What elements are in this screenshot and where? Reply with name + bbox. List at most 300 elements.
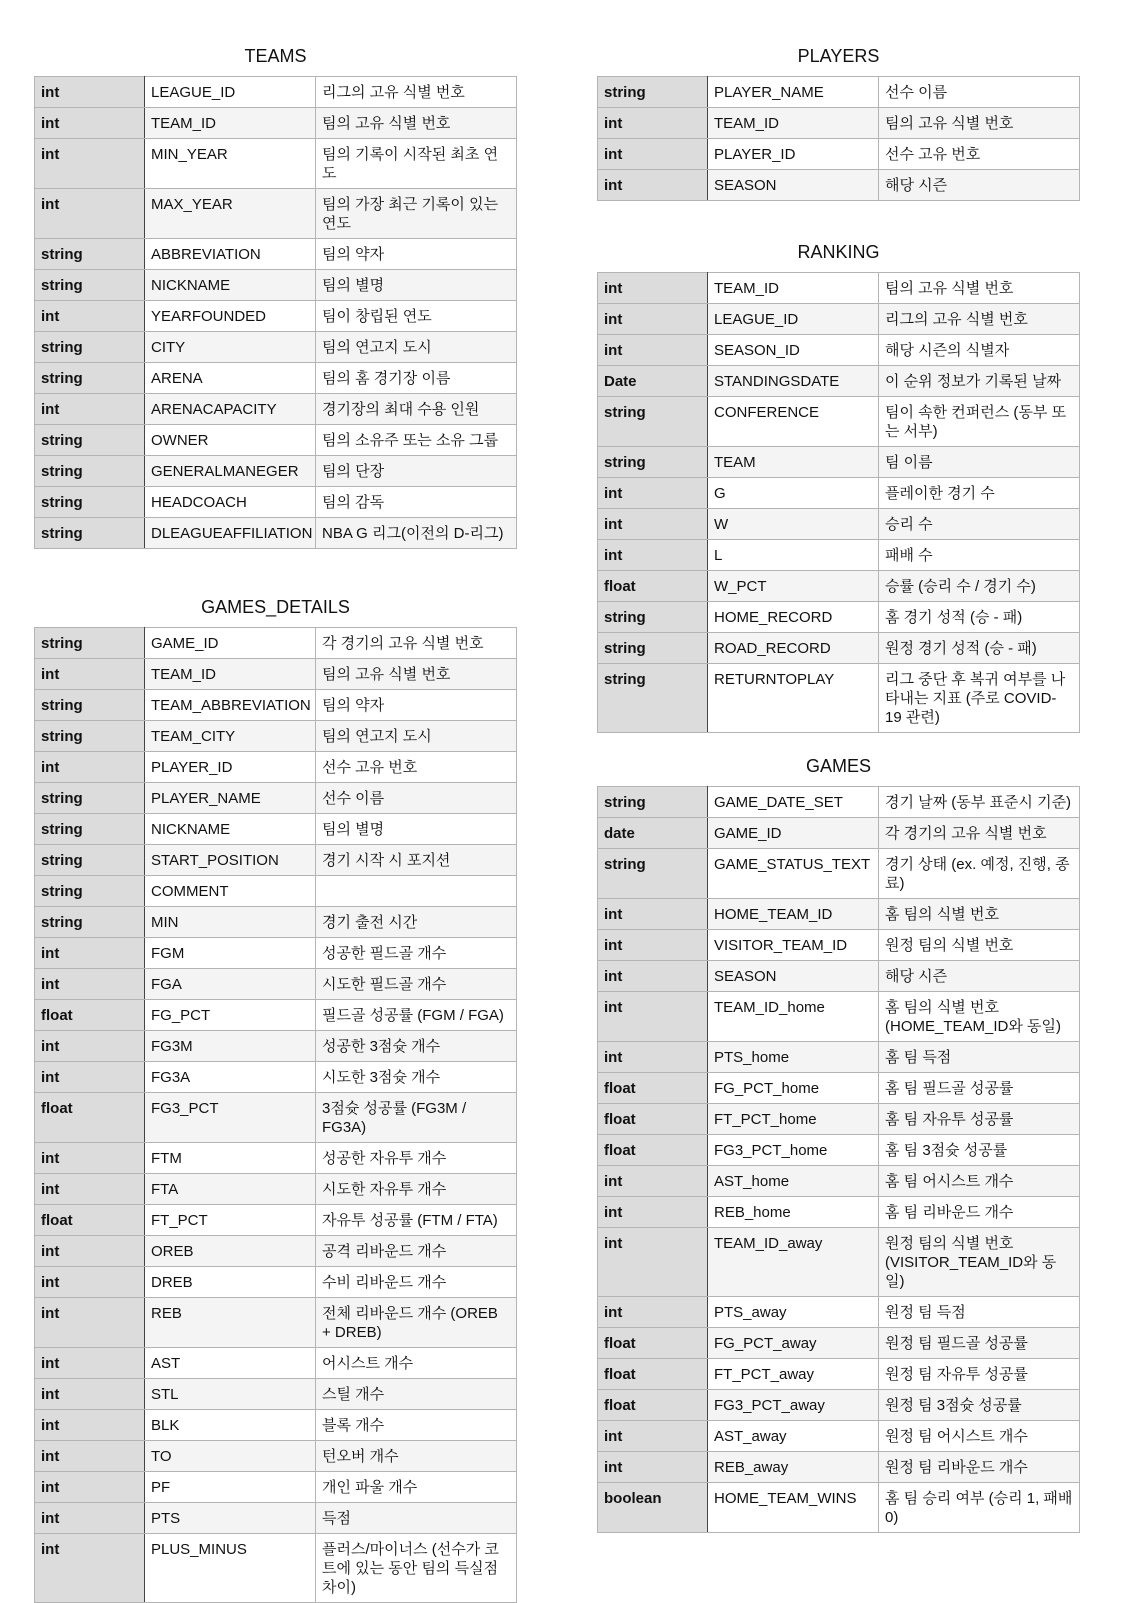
column-type: int: [598, 1452, 708, 1483]
column-type: float: [35, 1205, 145, 1236]
column-type: int: [598, 1421, 708, 1452]
column-type: string: [35, 425, 145, 456]
table-row: [35, 270, 517, 301]
table-row: [598, 478, 1080, 509]
column-type: int: [35, 394, 145, 425]
column-type: int: [35, 108, 145, 139]
column-name: START_POSITION: [145, 845, 316, 876]
column-description: 개인 파울 개수: [316, 1472, 517, 1503]
column-name: SEASON: [708, 961, 879, 992]
table-row: [598, 1166, 1080, 1197]
column-name: CONFERENCE: [708, 397, 879, 447]
table-row: [35, 518, 517, 549]
table-row: [35, 363, 517, 394]
table-row: [598, 366, 1080, 397]
column-name: OREB: [145, 1236, 316, 1267]
column-name: TEAM_ID: [145, 108, 316, 139]
column-name: TEAM_ID_away: [708, 1228, 879, 1297]
table-row: [35, 1472, 517, 1503]
table-row: [598, 108, 1080, 139]
column-type: int: [598, 930, 708, 961]
column-description: 홈 팀 어시스트 개수: [879, 1166, 1080, 1197]
column-name: FG3_PCT_away: [708, 1390, 879, 1421]
table-row: [598, 818, 1080, 849]
table-row: [598, 664, 1080, 733]
table-row: [598, 77, 1080, 108]
column-type: int: [598, 478, 708, 509]
table-row: [598, 397, 1080, 447]
column-name: FT_PCT: [145, 1205, 316, 1236]
table-row: [598, 992, 1080, 1042]
column-name: STL: [145, 1379, 316, 1410]
table-title: GAMES: [805, 756, 871, 776]
table-row: [35, 628, 517, 659]
players-schema: [597, 45, 1080, 201]
column-name: SEASON_ID: [708, 335, 879, 366]
column-description: 팀의 홈 경기장 이름: [316, 363, 517, 394]
table-row: [598, 849, 1080, 899]
column-description: 성공한 3점슛 개수: [316, 1031, 517, 1062]
column-name: DREB: [145, 1267, 316, 1298]
column-description: 경기 날짜 (동부 표준시 기준): [879, 787, 1080, 818]
table-row: [35, 1062, 517, 1093]
table-row: [35, 487, 517, 518]
column-name: FG_PCT: [145, 1000, 316, 1031]
column-description: 경기장의 최대 수용 인원: [316, 394, 517, 425]
column-type: int: [35, 1143, 145, 1174]
column-description: 팀의 별명: [316, 270, 517, 301]
column-type: boolean: [598, 1483, 708, 1533]
column-type: int: [35, 969, 145, 1000]
column-type: int: [35, 1062, 145, 1093]
column-name: TEAM_ID: [145, 659, 316, 690]
column-name: PLUS_MINUS: [145, 1534, 316, 1603]
column-name: HOME_TEAM_ID: [708, 899, 879, 930]
column-description: 시도한 필드골 개수: [316, 969, 517, 1000]
table-row: [35, 1143, 517, 1174]
column-description: 팀의 연고지 도시: [316, 721, 517, 752]
table-row: [598, 899, 1080, 930]
column-name: MIN: [145, 907, 316, 938]
table-row: [35, 1441, 517, 1472]
column-type: float: [598, 1073, 708, 1104]
column-description: 필드골 성공률 (FGM / FGA): [316, 1000, 517, 1031]
column-type: int: [598, 304, 708, 335]
column-type: string: [35, 690, 145, 721]
column-description: 선수 이름: [316, 783, 517, 814]
table-row: [598, 1297, 1080, 1328]
column-description: 팀이 속한 컨퍼런스 (동부 또는 서부): [879, 397, 1080, 447]
table-row: [598, 304, 1080, 335]
column-type: string: [35, 487, 145, 518]
column-description: 팀의 기록이 시작된 최초 연도: [316, 139, 517, 189]
table-row: [598, 1042, 1080, 1073]
column-type: int: [35, 1410, 145, 1441]
column-description: 선수 이름: [879, 77, 1080, 108]
column-name: REB: [145, 1298, 316, 1348]
column-type: string: [598, 397, 708, 447]
column-type: string: [598, 849, 708, 899]
column-type: int: [598, 1197, 708, 1228]
teams-table: [34, 76, 517, 549]
column-description: 성공한 자유투 개수: [316, 1143, 517, 1174]
column-description: 전체 리바운드 개수 (OREB + DREB): [316, 1298, 517, 1348]
column-type: string: [35, 270, 145, 301]
column-description: 원정 팀 득점: [879, 1297, 1080, 1328]
column-type: int: [598, 540, 708, 571]
column-name: LEAGUE_ID: [145, 77, 316, 108]
table-row: [35, 721, 517, 752]
column-name: FG3M: [145, 1031, 316, 1062]
column-type: int: [598, 273, 708, 304]
column-name: TO: [145, 1441, 316, 1472]
column-type: int: [35, 1174, 145, 1205]
column-type: int: [35, 1348, 145, 1379]
column-name: TEAM_CITY: [145, 721, 316, 752]
games-details-table: [34, 627, 517, 1603]
table-row: [35, 659, 517, 690]
column-name: GAME_STATUS_TEXT: [708, 849, 879, 899]
column-type: string: [35, 518, 145, 549]
table-row: [35, 690, 517, 721]
column-description: 팀의 감독: [316, 487, 517, 518]
table-row: [35, 1267, 517, 1298]
games-schema: [597, 755, 1080, 1533]
column-type: int: [598, 1042, 708, 1073]
table-row: [598, 571, 1080, 602]
column-name: PF: [145, 1472, 316, 1503]
column-type: int: [35, 77, 145, 108]
table-row: [35, 845, 517, 876]
column-name: ARENA: [145, 363, 316, 394]
column-name: DLEAGUEAFFILIATION: [145, 518, 316, 549]
table-row: [598, 1073, 1080, 1104]
table-row: [598, 1359, 1080, 1390]
table-row: [35, 752, 517, 783]
table-row: [35, 425, 517, 456]
column-description: 홈 팀 득점: [879, 1042, 1080, 1073]
teams-schema: [34, 45, 517, 549]
table-row: [35, 1000, 517, 1031]
table-row: [598, 633, 1080, 664]
column-type: float: [598, 1135, 708, 1166]
column-type: string: [598, 664, 708, 733]
column-name: FG3_PCT: [145, 1093, 316, 1143]
column-description: 홈 팀 승리 여부 (승리 1, 패배 0): [879, 1483, 1080, 1533]
column-name: PLAYER_NAME: [708, 77, 879, 108]
column-description: 원정 팀 3점슛 성공률: [879, 1390, 1080, 1421]
column-name: PLAYER_NAME: [145, 783, 316, 814]
column-description: 시도한 3점슛 개수: [316, 1062, 517, 1093]
column-type: string: [35, 628, 145, 659]
table-row: [598, 602, 1080, 633]
table-row: [35, 139, 517, 189]
column-name: FG3A: [145, 1062, 316, 1093]
column-description: 홈 팀의 식별 번호 (HOME_TEAM_ID와 동일): [879, 992, 1080, 1042]
column-name: MIN_YEAR: [145, 139, 316, 189]
column-name: MAX_YEAR: [145, 189, 316, 239]
table-row: [598, 1421, 1080, 1452]
column-description: 팀의 가장 최근 기록이 있는 연도: [316, 189, 517, 239]
column-description: 공격 리바운드 개수: [316, 1236, 517, 1267]
table-row: [598, 1197, 1080, 1228]
games-table: [597, 786, 1080, 1533]
column-description: 시도한 자유투 개수: [316, 1174, 517, 1205]
column-name: TEAM_ID_home: [708, 992, 879, 1042]
column-description: 득점: [316, 1503, 517, 1534]
column-type: int: [35, 1267, 145, 1298]
column-type: string: [35, 363, 145, 394]
column-name: FTM: [145, 1143, 316, 1174]
column-name: YEARFOUNDED: [145, 301, 316, 332]
column-type: int: [598, 1297, 708, 1328]
column-name: TEAM: [708, 447, 879, 478]
column-name: FGM: [145, 938, 316, 969]
table-row: [35, 814, 517, 845]
column-description: 팀의 소유주 또는 소유 그룹: [316, 425, 517, 456]
column-type: int: [35, 1534, 145, 1603]
table-row: [35, 1236, 517, 1267]
column-description: 경기 출전 시간: [316, 907, 517, 938]
column-name: NICKNAME: [145, 814, 316, 845]
column-description: 리그의 고유 식별 번호: [879, 304, 1080, 335]
column-name: TEAM_ID: [708, 108, 879, 139]
column-description: 자유투 성공률 (FTM / FTA): [316, 1205, 517, 1236]
column-description: 원정 팀 리바운드 개수: [879, 1452, 1080, 1483]
column-type: string: [35, 876, 145, 907]
column-name: GENERALMANEGER: [145, 456, 316, 487]
column-name: FTA: [145, 1174, 316, 1205]
column-type: int: [35, 752, 145, 783]
column-name: W_PCT: [708, 571, 879, 602]
table-title: RANKING: [797, 242, 880, 262]
games-details-schema: [34, 596, 517, 1603]
table-row: [598, 1328, 1080, 1359]
column-type: string: [35, 456, 145, 487]
column-type: int: [35, 1031, 145, 1062]
column-description: 원정 경기 성적 (승 - 패): [879, 633, 1080, 664]
table-title: PLAYERS: [797, 46, 880, 66]
column-type: string: [35, 907, 145, 938]
column-name: HOME_RECORD: [708, 602, 879, 633]
table-row: [35, 77, 517, 108]
column-description: 원정 팀의 식별 번호: [879, 930, 1080, 961]
table-row: [598, 170, 1080, 201]
column-name: BLK: [145, 1410, 316, 1441]
column-name: SEASON: [708, 170, 879, 201]
column-description: 원정 팀 필드골 성공률: [879, 1328, 1080, 1359]
column-type: int: [598, 108, 708, 139]
column-description: 팀이 창립된 연도: [316, 301, 517, 332]
column-description: 원정 팀의 식별 번호 (VISITOR_TEAM_ID와 동일): [879, 1228, 1080, 1297]
table-row: [35, 1298, 517, 1348]
column-type: float: [598, 571, 708, 602]
column-name: OWNER: [145, 425, 316, 456]
table-row: [35, 1031, 517, 1062]
column-description: 턴오버 개수: [316, 1441, 517, 1472]
column-description: NBA G 리그(이전의 D-리그): [316, 518, 517, 549]
column-type: int: [598, 899, 708, 930]
table-row: [598, 1452, 1080, 1483]
column-description: 성공한 필드골 개수: [316, 938, 517, 969]
column-name: FG_PCT_away: [708, 1328, 879, 1359]
column-description: 해당 시즌: [879, 961, 1080, 992]
table-title: GAMES_DETAILS: [201, 597, 350, 617]
column-name: FG3_PCT_home: [708, 1135, 879, 1166]
column-name: NICKNAME: [145, 270, 316, 301]
column-description: 홈 팀 리바운드 개수: [879, 1197, 1080, 1228]
column-name: RETURNTOPLAY: [708, 664, 879, 733]
table-row: [598, 273, 1080, 304]
column-type: float: [598, 1104, 708, 1135]
column-name: PTS: [145, 1503, 316, 1534]
table-row: [35, 1379, 517, 1410]
column-name: FGA: [145, 969, 316, 1000]
column-type: string: [598, 602, 708, 633]
column-type: float: [35, 1000, 145, 1031]
column-type: float: [35, 1093, 145, 1143]
column-type: int: [35, 1472, 145, 1503]
table-row: [598, 139, 1080, 170]
column-type: string: [35, 721, 145, 752]
table-row: [598, 961, 1080, 992]
column-name: FT_PCT_away: [708, 1359, 879, 1390]
column-description: 팀의 고유 식별 번호: [879, 273, 1080, 304]
column-type: int: [598, 992, 708, 1042]
column-description: 팀의 고유 식별 번호: [316, 659, 517, 690]
table-row: [35, 239, 517, 270]
ranking-table: [597, 272, 1080, 733]
table-row: [35, 1093, 517, 1143]
column-name: GAME_ID: [145, 628, 316, 659]
table-row: [598, 509, 1080, 540]
table-row: [35, 332, 517, 363]
table-row: [35, 394, 517, 425]
column-name: CITY: [145, 332, 316, 363]
column-description: 각 경기의 고유 식별 번호: [316, 628, 517, 659]
table-row: [35, 1348, 517, 1379]
column-description: 팀의 단장: [316, 456, 517, 487]
column-type: string: [35, 783, 145, 814]
column-type: int: [35, 301, 145, 332]
column-description: 홈 팀의 식별 번호: [879, 899, 1080, 930]
column-description: 홈 경기 성적 (승 - 패): [879, 602, 1080, 633]
column-description: 승률 (승리 수 / 경기 수): [879, 571, 1080, 602]
column-description: 팀의 고유 식별 번호: [879, 108, 1080, 139]
column-name: ROAD_RECORD: [708, 633, 879, 664]
table-row: [35, 1534, 517, 1603]
column-name: PLAYER_ID: [145, 752, 316, 783]
column-name: HOME_TEAM_WINS: [708, 1483, 879, 1533]
table-row: [598, 930, 1080, 961]
column-description: 팀의 고유 식별 번호: [316, 108, 517, 139]
column-description: 어시스트 개수: [316, 1348, 517, 1379]
column-description: 플레이한 경기 수: [879, 478, 1080, 509]
column-type: int: [35, 1379, 145, 1410]
table-row: [598, 335, 1080, 366]
column-description: 패배 수: [879, 540, 1080, 571]
column-type: int: [598, 509, 708, 540]
column-type: string: [35, 332, 145, 363]
column-name: GAME_DATE_SET: [708, 787, 879, 818]
column-type: int: [35, 659, 145, 690]
column-description: 경기 상태 (ex. 예정, 진행, 종료): [879, 849, 1080, 899]
column-type: int: [35, 938, 145, 969]
column-type: int: [35, 1236, 145, 1267]
column-description: 팀의 약자: [316, 690, 517, 721]
column-description: 홈 팀 자유투 성공률: [879, 1104, 1080, 1135]
column-description: 경기 시작 시 포지션: [316, 845, 517, 876]
column-type: int: [598, 335, 708, 366]
column-type: int: [35, 1298, 145, 1348]
table-row: [35, 783, 517, 814]
column-type: float: [598, 1390, 708, 1421]
column-type: float: [598, 1328, 708, 1359]
table-row: [598, 1390, 1080, 1421]
column-description: 팀 이름: [879, 447, 1080, 478]
table-row: [598, 1483, 1080, 1533]
players-table: [597, 76, 1080, 201]
table-row: [598, 1104, 1080, 1135]
column-type: int: [35, 139, 145, 189]
column-type: string: [598, 447, 708, 478]
column-name: STANDINGSDATE: [708, 366, 879, 397]
column-name: FG_PCT_home: [708, 1073, 879, 1104]
column-name: W: [708, 509, 879, 540]
table-row: [35, 189, 517, 239]
column-description: 플러스/마이너스 (선수가 코트에 있는 동안 팀의 득실점 차이): [316, 1534, 517, 1603]
column-description: 팀의 약자: [316, 239, 517, 270]
table-row: [35, 938, 517, 969]
column-name: ABBREVIATION: [145, 239, 316, 270]
table-row: [35, 1174, 517, 1205]
column-type: string: [35, 239, 145, 270]
table-row: [35, 456, 517, 487]
column-description: 승리 수: [879, 509, 1080, 540]
column-type: int: [35, 189, 145, 239]
column-type: int: [598, 139, 708, 170]
column-name: FT_PCT_home: [708, 1104, 879, 1135]
column-description: 홈 팀 3점슛 성공률: [879, 1135, 1080, 1166]
column-description: 수비 리바운드 개수: [316, 1267, 517, 1298]
table-row: [35, 1410, 517, 1441]
column-type: string: [35, 845, 145, 876]
column-description: 리그 중단 후 복귀 여부를 나타내는 지표 (주로 COVID-19 관련): [879, 664, 1080, 733]
column-description: 각 경기의 고유 식별 번호: [879, 818, 1080, 849]
column-type: int: [598, 1166, 708, 1197]
column-type: int: [598, 1228, 708, 1297]
table-row: [35, 1503, 517, 1534]
column-name: PLAYER_ID: [708, 139, 879, 170]
column-type: string: [35, 814, 145, 845]
column-name: G: [708, 478, 879, 509]
column-name: COMMENT: [145, 876, 316, 907]
column-description: 해당 시즌의 식별자: [879, 335, 1080, 366]
table-row: [35, 108, 517, 139]
column-type: string: [598, 77, 708, 108]
table-row: [598, 787, 1080, 818]
table-row: [35, 876, 517, 907]
column-name: VISITOR_TEAM_ID: [708, 930, 879, 961]
column-description: 원정 팀 어시스트 개수: [879, 1421, 1080, 1452]
table-row: [35, 1205, 517, 1236]
column-name: AST: [145, 1348, 316, 1379]
column-name: REB_away: [708, 1452, 879, 1483]
column-description: [316, 876, 517, 907]
table-row: [35, 969, 517, 1000]
table-row: [598, 447, 1080, 478]
column-type: int: [598, 961, 708, 992]
